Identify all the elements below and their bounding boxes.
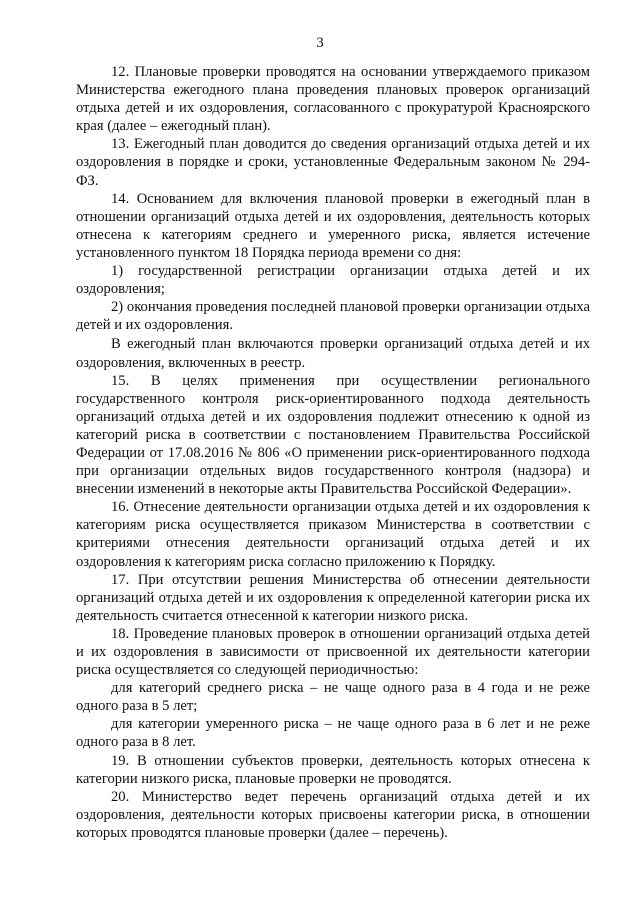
paragraph-14-item-2: 2) окончания проведения последней плановой проверки организации отдыха детей и их оздоровления. (76, 299, 590, 334)
paragraph-20: 20. Министерство ведет перечень организаций отдыха детей и их оздоровления, деятельности которых присвоены категории риска, в отношении которых проводятся плановые проверки (далее – перечень). (76, 788, 590, 841)
paragraph-14: 14. Основанием для включения плановой проверки в ежегодный план в отношении организаций отдыха детей и их оздоровления, деятельность которых отнесена к категориям среднего и умеренного риска, является истечение установленного пунктом 18 Порядка периода времени со дня: (76, 190, 590, 261)
paragraph-16: 16. Отнесение деятельности организации отдыха детей и их оздоровления к категориям риска осуществляется приказом Министерства в соответствии с критериями отнесения деятельности организаций отдыха детей и их оздоровления к категориям риска согласно приложению к Порядку. (76, 499, 590, 570)
paragraph-12: 12. Плановые проверки проводятся на основании утверждаемого приказом Министерства ежегодного плана проведения плановых проверок организаций отдыха детей и их оздоровления, согласованного с прокуратурой Красноярского края (далее – ежегодный план). (76, 64, 590, 135)
paragraph-18-medium-risk: для категорий среднего риска – не чаще одного раза в 4 года и не реже одного раза в 5 лет; (76, 680, 590, 715)
paragraph-18: 18. Проведение плановых проверок в отношении организаций отдыха детей и их оздоровления в зависимости от присвоенной их деятельности категории риска осуществляется со следующей периодичностью: (76, 625, 590, 679)
paragraph-19: 19. В отношении субъектов проверки, деятельность которых отнесена к категории низкого риска, плановые проверки не проводятся. (76, 752, 590, 787)
paragraph-15: 15. В целях применения при осуществлении регионального государственного контроля риск-ориентированного подхода деятельность организаций отдыха детей и их оздоровления подлежит отнесению к одной из категорий риска в соответствии с постановлением Правительства Российской Федерации от 17.08.2016 № 806 «О применении риск-ориентированного подхода при организации отдельных видов государственного контроля (надзора) и внесении изменений в некоторые акты Правительства Российской Федерации». (76, 372, 590, 498)
paragraph-14-item-1: 1) государственной регистрации организации отдыха детей и их оздоровления; (76, 263, 590, 298)
paragraph-13: 13. Ежегодный план доводится до сведения организаций отдыха детей и их оздоровления в порядке и сроки, установленные Федеральным законом № 294-ФЗ. (76, 136, 590, 189)
paragraph-14-registry: В ежегодный план включаются проверки организаций отдыха детей и их оздоровления, включенных в реестр. (76, 336, 590, 371)
document-body (76, 63, 590, 842)
paragraph-18-moderate-risk: для категории умеренного риска – не чаще одного раза в 6 лет и не реже одного раза в 8 лет. (76, 716, 590, 751)
page-number: 3 (316, 35, 324, 51)
paragraph-17: 17. При отсутствии решения Министерства об отнесении деятельности организаций отдыха детей и их оздоровления к определенной категории риска их деятельность считается отнесенной к категории низкого риска. (76, 571, 590, 624)
